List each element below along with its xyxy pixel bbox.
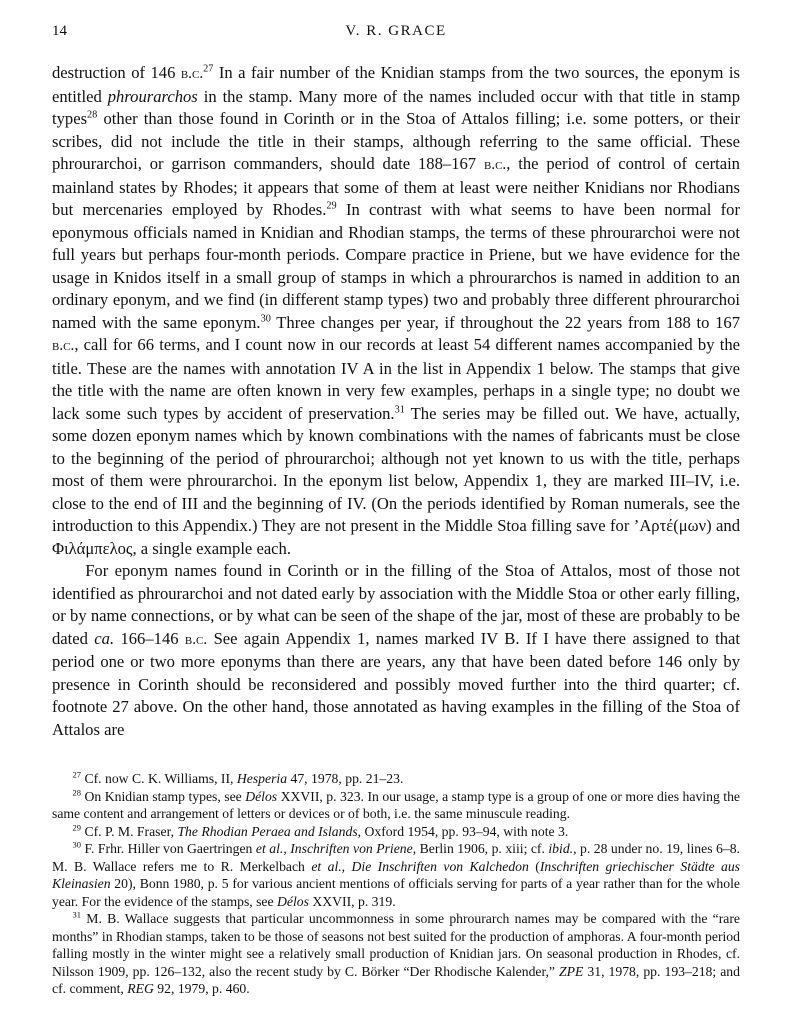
footnote: $^{31}$ M. B. Wallace suggests that particular uncommonness in some phrourarch names may be compared with the “rare months” in Rhodian stamps, taken to be those of seasons not best suited for the production of amphoras. A four-month period falling mostly in the winter might see a relatively small production of Knidian jars. On seasonal production in Rhodes, cf. Nilsson 1909, pp. 126–132, also the recent study by C. Börker “Der Rhodische Kalender,” ZPE 31, 1978, pp. 193–218; and cf. comment, REG 92, 1979, p. 460.	[52, 909, 740, 996]
running-head: V. R. GRACE	[345, 23, 447, 39]
body-text	[52, 62, 740, 741]
page-header	[52, 23, 740, 43]
page-number: 14	[52, 23, 67, 39]
footnote-ref: 28	[87, 109, 98, 121]
footnote-ref: 29	[326, 200, 337, 212]
paragraph: For eponym names found in Corinth or in the filling of the Stoa of Attalos, most of those not identified as phrourarchoi and not dated early by association with the Middle Stoa or other early filling, or by name connections, or by what can be seen of the shape of the jar, most of these are probably to be dated ca. 166–146 b.c. See again Appendix 1, names marked IV B. If I have there assigned to that period one or two more eponyms than there are years, any that have been dated before 146 only by presence in Corinth should be reconsidered and possibly moved further into the third quarter; cf. footnote 27 above. On the other hand, those annotated as having examples in the filling of the Stoa of Attalos are	[52, 561, 740, 739]
footnote: $^{29}$ Cf. P. M. Fraser, The Rhodian Peraea and Islands, Oxford 1954, pp. 93–94, with note 3.	[72, 821, 569, 839]
footnote: $^{27}$ Cf. now C. K. Williams, II, Hesperia 47, 1978, pp. 21–23.	[72, 769, 404, 786]
paragraph: destruction of 146 b.c.$^{27}$ In a fair number of the Knidian stamps from the two sources, the eponym is entitled phrourarchos in the stamp. Many more of the names included occur with that title in stamp types$^{28}$ other than those found in Corinth or in the Stoa of Attalos filling; i.e. some potters, or their scribes, did not include the title in their stamps, although referring to the same official. These phrourarchoi, or garrison commanders, should date 188–167 b.c., the period of control of certain mainland states by Rhodes; it appears that some of them at least were neither Knidians nor Rhodians but mercenaries employed by Rhodes.$^{29}$ In contrast with what seems to have been normal for eponymous officials named in Knidian and Rhodian stamps, the terms of these phrourarchoi were not full years but perhaps four-month periods. Compare practice in Priene, but we have evidence for the usage in Knidos itself in a small group of stamps in which a phrourarchos is named in addition to an ordinary eponym, and we find (in different stamp types) two and probably three different phrourarchoi named with the same eponym.$^{30}$ Three changes per year, if throughout the 22 years from 188 to 167 b.c., call for 66 terms, and I count now in our records at least 54 different names accompanied by the title. These are the names with annotation IV A in the list in Appendix 1 below. The stamps that give the title with the name are often known in very few examples, perhaps in a single type; no doubt we lack some such types by accident of preservation.$^{31}$ The series may be filled out. We have, actually, some dozen eponym names which by known combinations with the names of fabricants must be close to the beginning of the period of phrourarchoi; although not yet known to us with the title, perhaps most of them were phrourarchoi. In the eponym list below, Appendix 1, they are marked III–IV, i.e. close to the end of III and the beginning of IV. (On the periods identified by Roman numerals, see the introduction to this Appendix.) They are not present in the Middle Stoa filling save for ’Αρτέ(μων) and Φιλάμπελος, a single example each.	[52, 63, 740, 558]
footnote: $^{30}$ F. Frhr. Hiller von Gaertringen et al., Inschriften von Priene, Berlin 1906, p. xiii; cf. ibid., p. 28 under no. 19, lines 6–8. M. B. Wallace refers me to R. Merkelbach et al., Die Inschriften von Kalchedon (Inschriften griechischer Städte aus Kleinasien 20), Bonn 1980, p. 5 for various ancient mentions of officials serving for parts of a year rather than for the whole year. For the evidence of the stamps, see Délos XXVII, p. 319.	[52, 839, 740, 909]
footnote: $^{28}$ On Knidian stamp types, see Délos XXVII, p. 323. In our usage, a stamp type is a group of one or more dies having the same content and arrangement of letters or devices or of both, i.e. the same minuscule reading.	[52, 786, 740, 821]
footnotes	[52, 770, 740, 998]
footnote-ref: 30	[260, 312, 271, 324]
footnote-ref: 31	[394, 403, 405, 415]
footnote-ref: 27	[203, 63, 214, 75]
